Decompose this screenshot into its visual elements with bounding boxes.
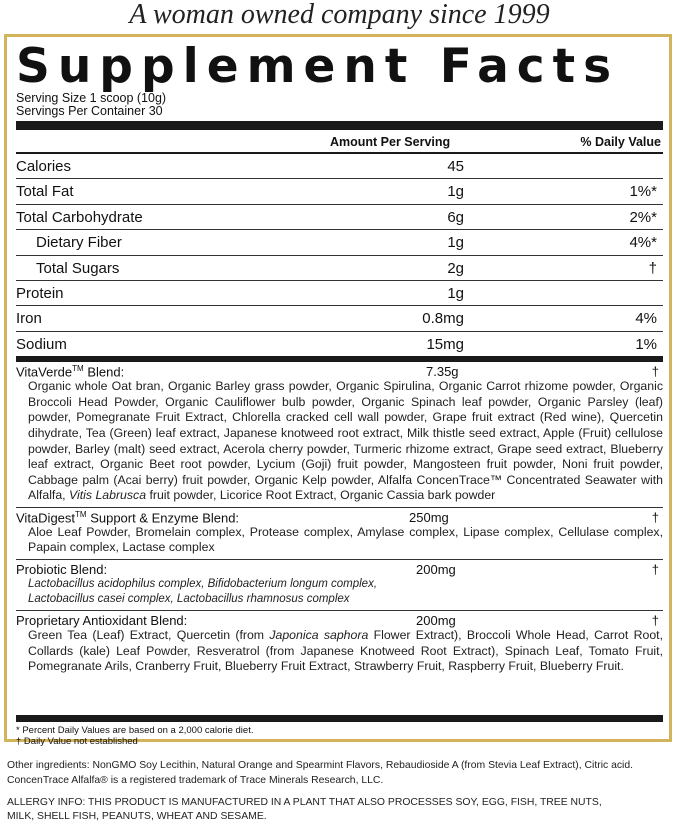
divider-thick <box>16 121 663 130</box>
header-daily-value: % Daily Value <box>580 135 661 149</box>
nutrient-amount: 2g <box>447 259 464 277</box>
nutrient-dv: † <box>648 259 657 277</box>
blend-amount: 7.35g <box>426 364 459 380</box>
blend-header <box>16 562 663 577</box>
blend-dv: † <box>651 509 659 525</box>
column-header <box>16 130 663 154</box>
allergy-info-line-2: MILK, SHELL FISH, PEANUTS, WHEAT AND SESAME. <box>7 811 267 822</box>
panel-inner <box>16 39 663 678</box>
blend-dv: † <box>651 613 659 629</box>
blend-amount: 200mg <box>416 613 456 629</box>
nutrient-label: Calories <box>16 158 72 175</box>
nutrient-amount: 45 <box>447 158 464 175</box>
blend-antioxidant <box>16 611 663 678</box>
blend-ingredients: Lactobacillus acidophilus complex, Bifidobacterium longum complex, Lactobacillus casei complex, Lactobacillus rhamnosus complex <box>28 578 378 606</box>
blend-name: Probiotic Blend: <box>16 562 108 578</box>
footnotes <box>16 725 253 747</box>
nutrient-label: Sodium <box>16 335 67 353</box>
blend-amount: 250mg <box>409 509 449 525</box>
blend-vitadigest <box>16 508 663 560</box>
nutrient-row <box>16 205 663 230</box>
nutrient-amount: 15mg <box>426 335 464 353</box>
nutrient-row <box>16 230 663 255</box>
blend-ingredients: Green Tea (Leaf) Extract, Quercetin (from Japonica saphora Flower Extract), Broccoli Whole Head, Carrot Root, Collards (kale) Leaf Powder, Resveratrol (from Japanese Knotweed Root Extract), Spinach Leaf, Tomato Fruit, Pomegranate Arils, Cranberry Fruit, Blueberry Fruit Extract, Strawberry Fruit, Raspberry Fruit, Blueberry Fruit. <box>28 628 663 674</box>
nutrient-row <box>16 306 663 331</box>
nutrient-dv: 4%* <box>629 234 657 252</box>
nutrient-row <box>16 256 663 281</box>
header-amount: Amount Per Serving <box>330 135 451 149</box>
blend-header <box>16 364 663 379</box>
panel-title: Supplement Facts <box>16 39 620 94</box>
blend-header <box>16 613 663 628</box>
nutrient-row <box>16 281 663 306</box>
blend-amount: 200mg <box>416 562 456 578</box>
servings-per-container: Servings Per Container 30 <box>16 104 163 118</box>
nutrient-row <box>16 179 663 204</box>
blend-vitaverde <box>16 362 663 508</box>
nutrient-label: Total Carbohydrate <box>16 208 143 226</box>
footnote-dagger: † Daily Value not established <box>16 736 138 747</box>
blend-dv: † <box>651 562 659 578</box>
nutrient-amount: 1g <box>447 284 464 302</box>
nutrient-label: Total Sugars <box>36 259 120 277</box>
serving-size: Serving Size 1 scoop (10g) <box>16 91 167 105</box>
footnote-percent: * Percent Daily Values are based on a 2,000 calorie diet. <box>16 725 254 736</box>
nutrient-dv: 1% <box>635 335 657 353</box>
nutrient-dv: 1%* <box>629 183 657 201</box>
blend-ingredients: Aloe Leaf Powder, Bromelain complex, Protease complex, Amylase complex, Lipase complex, Cellulase complex, Papain complex, Lactase complex <box>28 524 663 555</box>
divider-bottom <box>16 715 663 722</box>
allergy-info-line-1: ALLERGY INFO: THIS PRODUCT IS MANUFACTURED IN A PLANT THAT ALSO PROCESSES SOY, EGG, FISH, TREE NUTS, <box>7 797 602 808</box>
nutrient-dv: 4% <box>635 310 657 328</box>
nutrient-label: Dietary Fiber <box>36 234 122 252</box>
blend-name: Proprietary Antioxidant Blend: <box>16 613 188 629</box>
blend-name: VitaVerde™ Blend: <box>16 364 125 380</box>
tagline: A woman owned company since 1999 <box>129 0 550 30</box>
nutrient-label: Iron <box>16 310 42 328</box>
blend-ingredients: Organic whole Oat bran, Organic Barley grass powder, Organic Spirulina, Organic Carrot rhizome powder, Organic Broccoli Head Powder, Organic Cauliflower bulb powder, Organic Spinach leaf powder, Organic Parsley (leaf) powder, Pomegranate Fruit Extract, Chlorella cracked cell wall powder, Grape fruit extract (Red wine), Quercetin dihydrate, Tea (Green) leaf extract, Japanese knotweed root extract, Milk thistle seed extract, Apple (Fruit) cellulose powder, Barley (malt) seed extract, Acerola cherry powder, Turmeric rhizome extract, Grape seed extract, Blueberry leaf extract, Organic Beet root powder, Lycium (Goji) fruit powder, Mangosteen fruit powder, Noni fruit powder, Cabbage palm (Acai berry) fruit powder, Organic Kelp powder, Alfalfa ConcenTrace™ Concentrated Seawater with Alfalfa, Vitis Labrusca fruit powder, Licorice Root Extract, Organic Cassia bark powder <box>28 379 663 503</box>
blend-probiotic <box>16 560 663 611</box>
nutrient-dv: 2%* <box>629 208 657 226</box>
supplement-facts-panel <box>4 34 672 747</box>
blend-name: VitaDigest™ Support & Enzyme Blend: <box>16 509 240 526</box>
nutrient-amount: 1g <box>447 183 464 201</box>
trademark-note: ConcenTrace Alfalfa® is a registered trademark of Trace Minerals Research, LLC. <box>7 775 384 786</box>
nutrient-label: Total Fat <box>16 183 74 201</box>
nutrient-row <box>16 332 663 356</box>
nutrient-amount: 0.8mg <box>422 310 464 328</box>
nutrient-row <box>16 154 663 179</box>
nutrient-label: Protein <box>16 284 64 302</box>
other-ingredients: Other ingredients: NonGMO Soy Lecithin, Natural Orange and Spearmint Flavors, Rebaudioside A (from Stevia Leaf Extract), Citric acid. <box>7 760 634 771</box>
nutrient-amount: 6g <box>447 208 464 226</box>
blend-dv: † <box>651 364 659 380</box>
blend-header <box>16 510 663 525</box>
nutrient-amount: 1g <box>447 234 464 252</box>
